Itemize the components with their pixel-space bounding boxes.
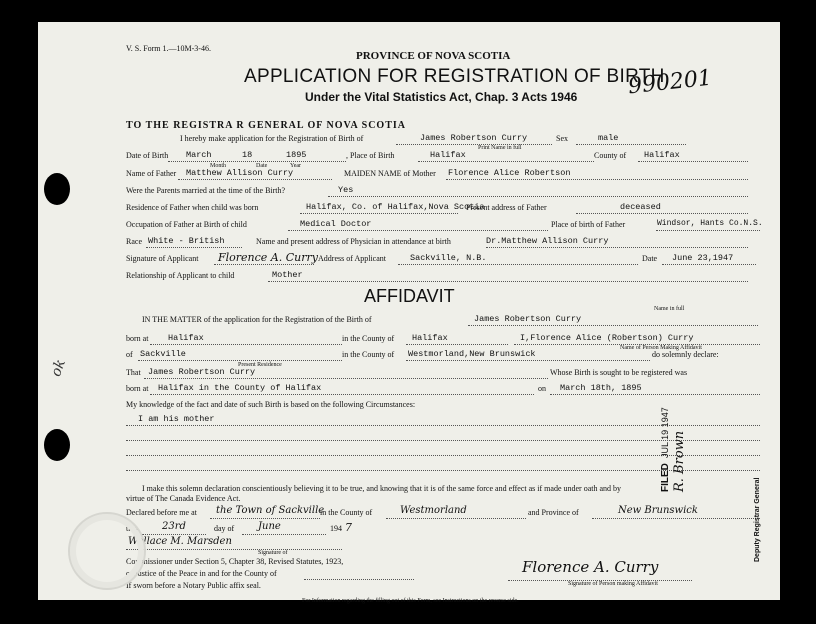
deputy-registrar-caption-wrap — [754, 478, 761, 562]
label-born-at: born at — [126, 334, 149, 343]
year-caption: Year — [290, 163, 302, 169]
application-date-value: June 23,1947 — [672, 253, 734, 263]
county-value: Halifax — [644, 150, 680, 160]
solemn-line-1: I make this solemn declaration conscientiously believing it to be true, and knowing that it is of the same force and effect as if made under oath and by — [142, 484, 622, 493]
label-date: Date — [642, 254, 658, 263]
affidavit-child-name: James Robertson Curry — [474, 314, 582, 324]
born-county-value: Halifax — [412, 333, 448, 343]
applicant-signature: Florence A. Curry — [218, 251, 318, 264]
mother-maiden-value: Florence Alice Robertson — [448, 168, 571, 178]
label-relationship: Relationship of Applicant to child — [126, 271, 235, 280]
label-this: this — [126, 524, 138, 533]
birth-registration-form — [38, 22, 780, 604]
label-day-of: day of — [214, 524, 235, 533]
form-title: APPLICATION FOR REGISTRATION OF BIRTH — [244, 66, 665, 87]
notary-text: If sworn before a Notary Public affix seal. — [126, 581, 261, 590]
father-pob-value: Windsor, Hants Co.N.S. — [657, 219, 763, 228]
commissioner-text: Commissioner under Section 5, Chapter 38, Revised Statutes, 1923, — [126, 557, 344, 566]
label-race: Race — [126, 237, 142, 246]
present-residence-caption: Present Residence — [238, 362, 282, 368]
label-present-father: Present address of Father — [466, 203, 547, 212]
punch-hole-top — [44, 173, 70, 205]
month-value: June — [258, 521, 281, 532]
label-father-pob: Place of birth of Father — [551, 220, 626, 229]
province-heading: PROVINCE OF NOVA SCOTIA — [356, 50, 511, 62]
label-sex: Sex — [556, 134, 568, 143]
date-caption: Date — [256, 163, 268, 169]
margin-mark: ok — [48, 357, 69, 379]
notary-seal — [68, 512, 146, 590]
affiant-signature-caption: Signature of Person making Affidavit — [568, 581, 658, 587]
married-value: Yes — [338, 185, 354, 195]
label-county: County of — [594, 151, 627, 160]
occupation-value: Medical Doctor — [300, 219, 372, 229]
solemn-line-2: virtue of The Canada Evidence Act. — [126, 494, 241, 503]
label-residence: Residence of Father when child was born — [126, 203, 259, 212]
child-name-value: James Robertson Curry — [420, 133, 528, 143]
registration-number: 990201 — [626, 65, 714, 100]
affiant-caption: Name of Person Making Affidavit — [620, 345, 702, 351]
label-of: of — [126, 350, 133, 359]
form-number: V. S. Form 1.—10M-3-46. — [126, 44, 211, 53]
solemnly-declare: do solemnly declare: — [652, 350, 719, 359]
residence-county-value: Westmorland,New Brunswick — [408, 349, 536, 359]
filed-date: JUL 19 1947 — [660, 407, 670, 458]
signature-of-caption: Signature of — [258, 550, 288, 556]
declared-county-value: Westmorland — [400, 505, 467, 516]
label-province-of: and Province of — [528, 508, 579, 517]
footer-note: For Information regarding the filling out of this Form, see Instructions on the reverse side. — [302, 598, 519, 604]
born-detail-value: Halifax in the County of Halifax — [158, 383, 322, 393]
present-father-value: deceased — [620, 202, 661, 212]
dob-year: 1895 — [286, 150, 307, 160]
affiant-signature: Florence A. Curry — [522, 558, 659, 576]
form-subtitle: Under the Vital Statistics Act, Chap. 3 Acts 1946 — [305, 90, 578, 104]
label-applicant-address: Address of Applicant — [318, 254, 386, 263]
deputy-registrar-caption: Deputy Registrar General — [754, 477, 761, 562]
applicant-address-value: Sackville, N.B. — [410, 253, 487, 263]
dob-date: 18 — [242, 150, 253, 160]
label-apply: I hereby make application for the Registration of Birth of — [180, 134, 364, 143]
born-date-value: March 18th, 1895 — [560, 383, 642, 393]
label-on: on — [538, 384, 546, 393]
declared-province-value: New Brunswick — [618, 505, 698, 516]
born-place-value: Halifax — [168, 333, 204, 343]
year-prefix: 194 — [330, 524, 342, 533]
physician-value: Dr.Matthew Allison Curry — [486, 236, 609, 246]
deputy-signature: R. Brown — [672, 430, 687, 492]
sought-text: Whose Birth is sought to be registered was — [550, 368, 688, 377]
circumstance-value: I am his mother — [138, 414, 215, 424]
commissioner-signature: Wallace M. Marsden — [128, 536, 232, 547]
sex-value: male — [598, 133, 619, 143]
father-name-value: Matthew Allison Curry — [186, 168, 294, 178]
affidavit-matter: IN THE MATTER of the application for the Registration of the Birth of — [142, 315, 372, 324]
label-in-county: in the County of — [342, 334, 395, 343]
label-father: Name of Father — [126, 169, 177, 178]
label-declared: Declared before me at — [126, 508, 197, 517]
label-physician: Name and present address of Physician in attendance at birth — [256, 237, 451, 246]
label-occupation: Occupation of Father at Birth of child — [126, 220, 247, 229]
label-dob: Date of Birth — [126, 151, 169, 160]
label-that: That — [126, 368, 141, 377]
knowledge-text: My knowledge of the fact and date of such Birth is based on the following Circumstances: — [126, 400, 416, 409]
name-in-full-caption: Name in full — [654, 306, 685, 312]
that-name-value: James Robertson Curry — [148, 367, 256, 377]
justice-text: or Justice of the Peace in and for the County of — [126, 569, 277, 578]
residence-place-value: Sackville — [140, 349, 186, 359]
addressee: TO THE REGISTRA R GENERAL OF NOVA SCOTIA — [126, 120, 406, 131]
label-county-of: in the County of — [320, 508, 373, 517]
day-value: 23rd — [162, 521, 186, 532]
month-caption: Month — [210, 163, 227, 169]
label-maiden: MAIDEN NAME of Mother — [344, 169, 436, 178]
label-pob: , Place of Birth — [346, 151, 395, 160]
pob-value: Halifax — [430, 150, 466, 160]
punch-hole-bottom — [44, 429, 70, 461]
residence-value: Halifax, Co. of Halifax,Nova Scotia — [306, 202, 485, 212]
year-suffix: 7 — [345, 521, 352, 534]
relationship-value: Mother — [272, 270, 303, 280]
print-name-caption: Print Name in full — [478, 145, 522, 151]
filed-stamp — [658, 342, 698, 492]
label-signature: Signature of Applicant — [126, 254, 199, 263]
affiant-name-value: I,Florence Alice (Robertson) Curry — [520, 333, 694, 343]
race-value: White - British — [148, 236, 225, 246]
label-in-county-2: in the County of — [342, 350, 395, 359]
filed-label: FILED — [660, 463, 671, 492]
label-born-at-2: born at — [126, 384, 149, 393]
affidavit-heading: AFFIDAVIT — [364, 286, 455, 306]
label-married: Were the Parents married at the time of the Birth? — [126, 186, 286, 195]
declared-place-value: the Town of Sackville — [216, 505, 325, 516]
dob-month: March — [186, 150, 212, 160]
